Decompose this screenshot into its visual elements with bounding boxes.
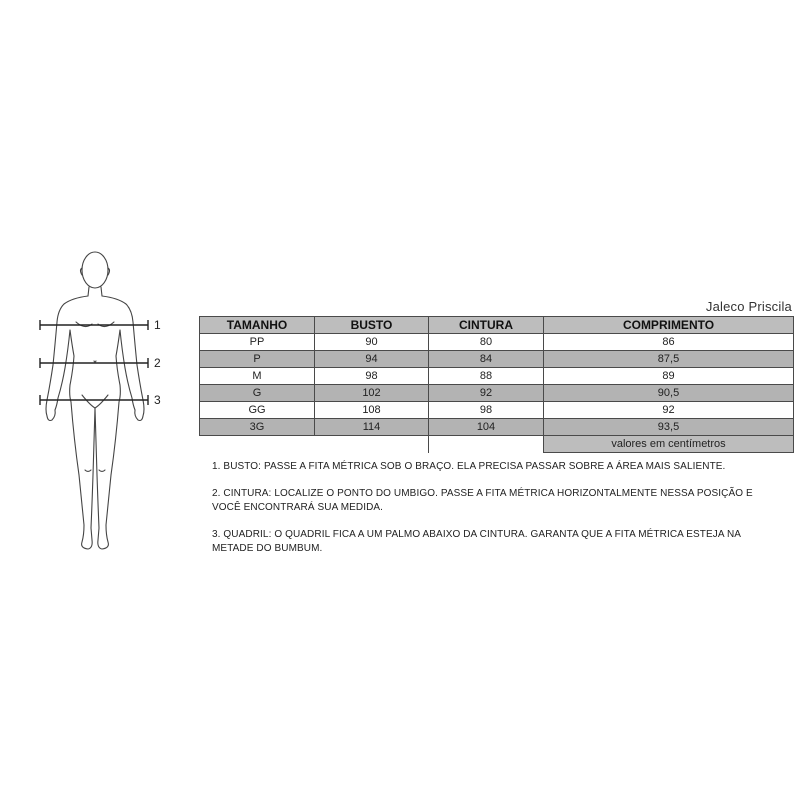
cell-bust: 98 (315, 368, 429, 385)
units-note: valores em centímetros (544, 436, 794, 453)
product-name: Jaleco Priscila (705, 299, 792, 314)
table-row (200, 385, 794, 402)
header-waist: CINTURA (429, 317, 544, 334)
cell-size: PP (200, 334, 315, 351)
cell-length: 86 (544, 334, 794, 351)
cell-size: P (200, 351, 315, 368)
measurement-instructions (212, 460, 772, 569)
marker-label-waist: 2 (154, 356, 161, 370)
table-row (200, 402, 794, 419)
cell-size: M (200, 368, 315, 385)
header-size: TAMANHO (200, 317, 315, 334)
instruction-waist: 2. CINTURA: LOCALIZE O PONTO DO UMBIGO. PASSE A FITA MÉTRICA HORIZONTALMENTE NESSA POSIÇÃO E VOCÊ ENCONTRARÁ SUA MEDIDA. (212, 488, 753, 513)
cell-length: 87,5 (544, 351, 794, 368)
instruction-bust: 1. BUSTO: PASSE A FITA MÉTRICA SOB O BRAÇO. ELA PRECISA PASSAR SOBRE A ÁREA MAIS SALIENTE. (212, 461, 726, 472)
cell-size: 3G (200, 419, 315, 436)
table-row (200, 334, 794, 351)
cell-length: 93,5 (544, 419, 794, 436)
cell-waist: 84 (429, 351, 544, 368)
table-header-row (200, 317, 794, 334)
size-table (199, 316, 794, 453)
cell-bust: 102 (315, 385, 429, 402)
header-length: COMPRIMENTO (544, 317, 794, 334)
table-row (200, 419, 794, 436)
units-row (200, 436, 794, 453)
marker-label-hip: 3 (154, 393, 161, 407)
cell-waist: 80 (429, 334, 544, 351)
table-row (200, 351, 794, 368)
cell-waist: 104 (429, 419, 544, 436)
cell-waist: 92 (429, 385, 544, 402)
instruction-hip: 3. QUADRIL: O QUADRIL FICA A UM PALMO ABAIXO DA CINTURA. GARANTA QUE A FITA MÉTRICA ESTEJA NA METADE DO BUMBUM. (212, 529, 741, 554)
cell-waist: 98 (429, 402, 544, 419)
cell-bust: 94 (315, 351, 429, 368)
table-row (200, 368, 794, 385)
cell-waist: 88 (429, 368, 544, 385)
cell-size: GG (200, 402, 315, 419)
marker-label-bust: 1 (154, 318, 161, 332)
cell-length: 92 (544, 402, 794, 419)
body-measurement-figure (0, 240, 190, 560)
cell-length: 90,5 (544, 385, 794, 402)
cell-length: 89 (544, 368, 794, 385)
header-bust: BUSTO (315, 317, 429, 334)
cell-bust: 114 (315, 419, 429, 436)
cell-size: G (200, 385, 315, 402)
cell-bust: 90 (315, 334, 429, 351)
cell-bust: 108 (315, 402, 429, 419)
